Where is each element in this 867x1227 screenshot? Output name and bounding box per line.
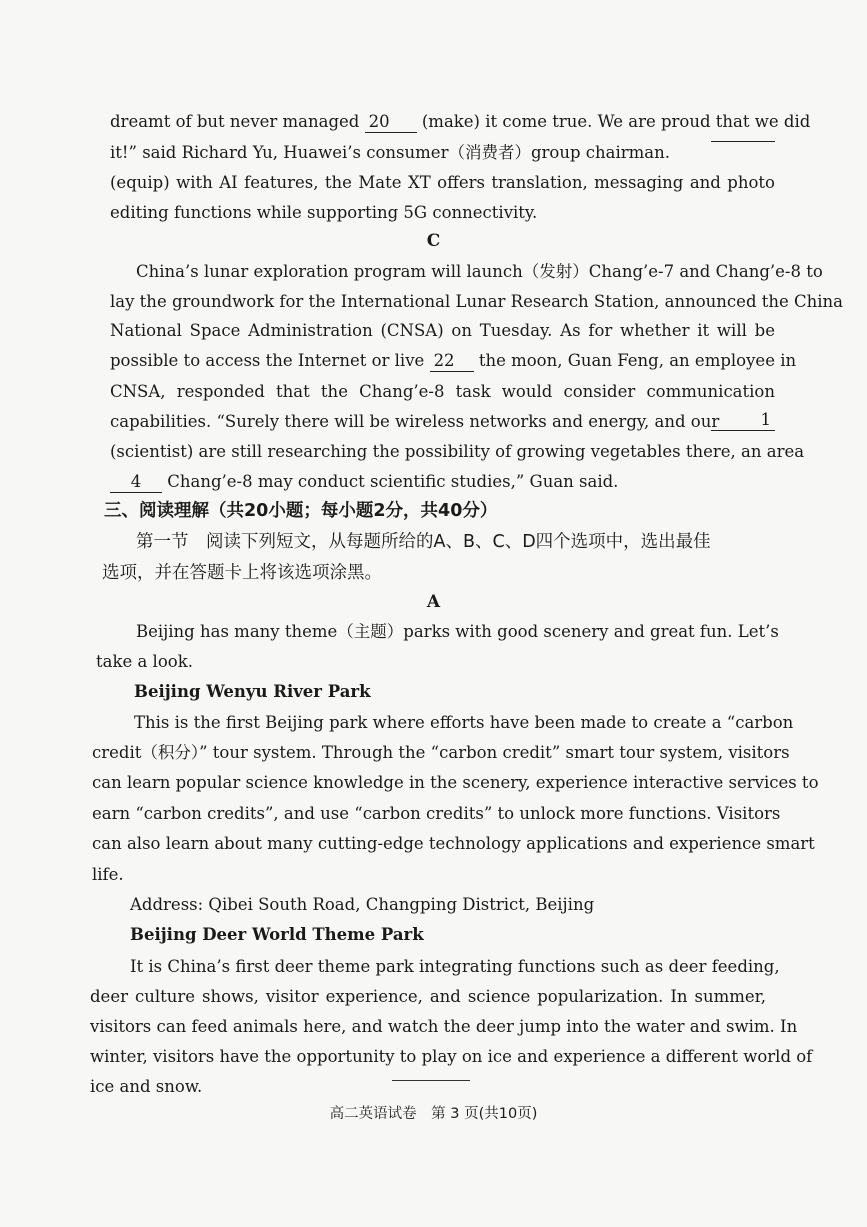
passage-c-line-4: possible to access the Internet or live 22 the moon, Guan Feng, an employee in <box>110 351 797 370</box>
passage-b-line-4: editing functions while supporting 5G connectivity. <box>110 203 538 222</box>
blank-19 <box>711 141 775 142</box>
passage-c-line-2: lay the groundwork for the International Lunar Research Station, announced the China <box>110 292 844 311</box>
park-1-line-4: earn “carbon credits”, and use “carbon credits” to unlock more functions. Visitors <box>92 804 781 823</box>
park-1-name: Beijing Wenyu River Park <box>134 682 371 701</box>
park-2-line-5: ice and snow. <box>90 1077 203 1096</box>
stray-rule-mark <box>392 1080 470 1081</box>
section-3-instruction-1: 第一节 阅读下列短文，从每题所给的A、B、C、D四个选项中，选出最佳 <box>136 532 711 552</box>
park-1-line-5: can also learn about many cutting-edge technology applications and experience smart <box>92 834 815 853</box>
park-2-line-4: winter, visitors have the opportunity to play on ice and experience a different world of <box>90 1047 813 1066</box>
passage-b-line-2: it!” said Richard Yu, Huawei’s consumer（消费者）group chairman. <box>110 141 775 165</box>
park-2-line-1: It is China’s first deer theme park integrating functions such as deer feeding, <box>130 957 780 976</box>
park-1-line-2: credit（积分）” tour system. Through the “carbon credit” smart tour system, visitors <box>92 743 790 762</box>
blank-20: 20 <box>365 112 417 133</box>
passage-c-line-3: National Space Administration (CNSA) on Tuesday. As for whether it will be <box>110 321 775 340</box>
passage-c-line-1: China’s lunar exploration program will launch（发射）Chang’e-7 and Chang’e-8 to <box>136 262 823 281</box>
passage-a-intro-2: take a look. <box>96 652 193 671</box>
passage-b-line-1: dreamt of but never managed 20 (make) it come true. We are proud that we did <box>110 112 811 131</box>
passage-c-line-5: CNSA, responded that the Chang’e-8 task would consider communication <box>110 382 775 401</box>
park-2-name: Beijing Deer World Theme Park <box>130 925 424 944</box>
passage-c-line-6: capabilities. “Surely there will be wireless networks and energy, and our 1 <box>110 410 775 434</box>
blank-24: 4 <box>110 472 162 493</box>
park-2-line-2: deer culture shows, visitor experience, and science popularization. In summer, <box>90 987 766 1006</box>
park-1-line-6: life. <box>92 865 124 884</box>
passage-a-heading: A <box>426 592 441 612</box>
passage-b-line-3: (equip) with AI features, the Mate XT offers translation, messaging and photo <box>110 173 775 192</box>
section-3-title: 三、阅读理解（共20小题；每小题2分，共40分） <box>104 501 498 521</box>
page-footer: 高二英语试卷 第 3 页(共10页) <box>329 1106 538 1122</box>
section-3-instruction-2: 选项，并在答题卡上将该选项涂黑。 <box>102 563 382 583</box>
park-1-line-3: can learn popular science knowledge in the scenery, experience interactive services to <box>92 773 819 792</box>
passage-c-line-7: (scientist) are still researching the possibility of growing vegetables there, an area <box>110 442 805 461</box>
blank-21: 1 <box>711 410 775 431</box>
passage-a-intro-1: Beijing has many theme（主题）parks with good scenery and great fun. Let’s <box>136 622 779 641</box>
passage-c-heading: C <box>426 231 441 251</box>
park-1-address: Address: Qibei South Road, Changping District, Beijing <box>130 895 595 914</box>
passage-c-line-8: 4 Chang’e-8 may conduct scientific studies,” Guan said. <box>110 470 775 494</box>
blank-22: 22 <box>430 351 474 372</box>
park-2-line-3: visitors can feed animals here, and watch the deer jump into the water and swim. In <box>90 1017 798 1036</box>
park-1-line-1: This is the first Beijing park where efforts have been made to create a “carbon <box>134 713 794 732</box>
